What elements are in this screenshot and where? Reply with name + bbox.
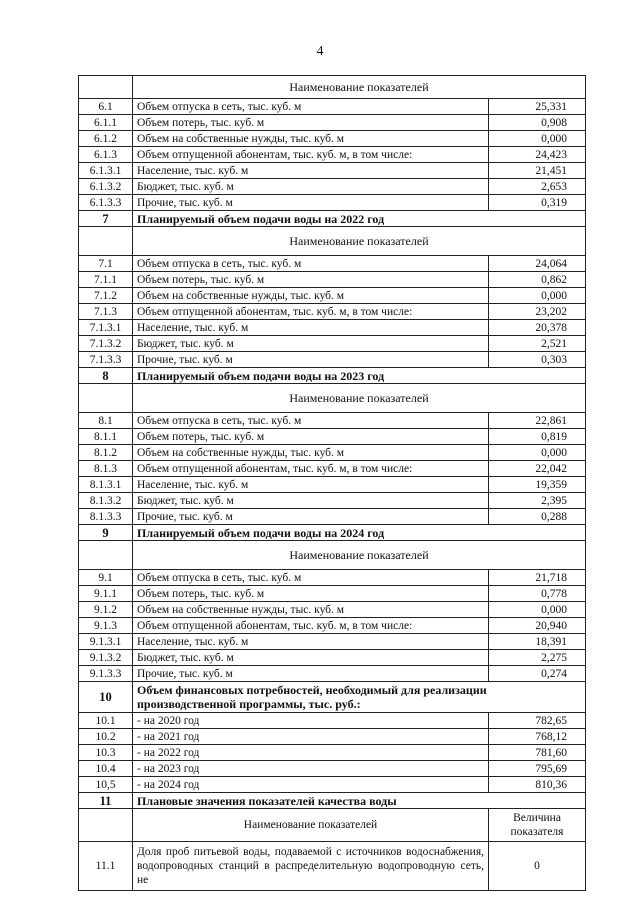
row-number: 8.1.3 [79,461,133,477]
row-number: 10.4 [79,761,133,777]
row-number: 9.1.3 [79,618,133,634]
row-value: 810,36 [489,777,586,793]
quality-header-row [79,809,586,842]
row-value: 19,359 [489,477,586,493]
header-empty-cell [79,76,133,99]
row-label: Объем потерь, тыс. куб. м [133,115,489,131]
section-number: 7 [79,211,133,227]
table-row [79,634,586,650]
row-value: 0,000 [489,445,586,461]
row-label: Прочие, тыс. куб. м [133,195,489,211]
row-number: 7.1.1 [79,272,133,288]
row-label: Население, тыс. куб. м [133,163,489,179]
row-label: - на 2021 год [133,729,489,745]
row-label: Бюджет, тыс. куб. м [133,179,489,195]
row-label: Объем на собственные нужды, тыс. куб. м [133,602,489,618]
row-label: Объем на собственные нужды, тыс. куб. м [133,131,489,147]
table-row [79,842,586,891]
row-label: Объем на собственные нужды, тыс. куб. м [133,288,489,304]
row-number: 7.1.3.1 [79,320,133,336]
section-title: Планируемый объем подачи воды на 2023 год [133,368,586,384]
table-row [79,445,586,461]
row-number: 7.1.3.2 [79,336,133,352]
indicator-header-row [79,541,586,570]
row-number: 7.1 [79,256,133,272]
table-row [79,586,586,602]
header-empty-cell [79,384,133,413]
row-label: Объем потерь, тыс. куб. м [133,429,489,445]
row-label: Объем отпуска в сеть, тыс. куб. м [133,413,489,429]
row-number: 8.1.2 [79,445,133,461]
section-number: 8 [79,368,133,384]
row-label: Объем отпуска в сеть, тыс. куб. м [133,99,489,115]
table-row [79,256,586,272]
table-row [79,729,586,745]
row-value: 2,521 [489,336,586,352]
section-title-row [79,368,586,384]
row-label: Население, тыс. куб. м [133,320,489,336]
row-value: 0,778 [489,586,586,602]
table-row [79,713,586,729]
row-label: Объем потерь, тыс. куб. м [133,586,489,602]
row-number: 7.1.2 [79,288,133,304]
row-number: 11.1 [79,842,133,891]
header-empty-cell [79,227,133,256]
table-row [79,272,586,288]
table-row [79,147,586,163]
table-row [79,602,586,618]
row-number: 8.1.3.3 [79,509,133,525]
row-value: 23,202 [489,304,586,320]
row-label: Объем отпущенной абонентам, тыс. куб. м, в том числе: [133,618,489,634]
section-title: Планируемый объем подачи воды на 2024 год [133,525,586,541]
indicator-header: Наименование показателей [133,76,586,99]
indicator-header: Наименование показателей [133,384,586,413]
section-number: 10 [79,682,133,713]
row-value: 2,653 [489,179,586,195]
row-number: 9.1.3.1 [79,634,133,650]
section-title: Плановые значения показателей качества воды [133,793,586,809]
row-label: Прочие, тыс. куб. м [133,352,489,368]
table-row [79,477,586,493]
header-empty-cell [79,541,133,570]
table-row [79,131,586,147]
row-label: - на 2022 год [133,745,489,761]
row-label: Бюджет, тыс. куб. м [133,650,489,666]
table-row [79,163,586,179]
row-value: 768,12 [489,729,586,745]
header-empty-cell [79,809,133,842]
row-value: 0 [489,842,586,891]
row-value: 21,451 [489,163,586,179]
table-row [79,618,586,634]
row-value: 22,042 [489,461,586,477]
row-number: 6.1.3.3 [79,195,133,211]
row-value: 25,331 [489,99,586,115]
row-label: Бюджет, тыс. куб. м [133,336,489,352]
row-value: 18,391 [489,634,586,650]
section-title: Объем финансовых потребностей, необходимый для реализации производственной программы, тыс. руб.: [133,682,586,713]
row-value: 2,275 [489,650,586,666]
row-label: Объем отпущенной абонентам, тыс. куб. м, в том числе: [133,147,489,163]
row-number: 8.1.1 [79,429,133,445]
row-value: 20,940 [489,618,586,634]
indicator-header-row [79,227,586,256]
indicator-header-row [79,384,586,413]
row-value: 21,718 [489,570,586,586]
row-label: - на 2023 год [133,761,489,777]
row-label: Доля проб питьевой воды, подаваемой с источников водоснабжения, водопроводных станций в распределительную водопроводную сеть, не [133,842,489,891]
table-row [79,761,586,777]
row-number: 9.1.3.3 [79,666,133,682]
row-number: 7.1.3.3 [79,352,133,368]
table-row [79,195,586,211]
table-row [79,666,586,682]
row-label: Объем на собственные нужды, тыс. куб. м [133,445,489,461]
row-number: 8.1.3.2 [79,493,133,509]
page-number: 4 [316,44,324,59]
row-label: Население, тыс. куб. м [133,477,489,493]
row-value: 0,000 [489,131,586,147]
table-row [79,304,586,320]
row-value: 20,378 [489,320,586,336]
row-number: 9.1 [79,570,133,586]
row-value: 0,274 [489,666,586,682]
table-row [79,509,586,525]
indicator-header: Наименование показателей [133,809,489,842]
table-row [79,336,586,352]
table-row [79,429,586,445]
row-value: 0,908 [489,115,586,131]
table-row [79,99,586,115]
row-value: 0,000 [489,288,586,304]
row-label: Объем отпуска в сеть, тыс. куб. м [133,570,489,586]
table-row [79,570,586,586]
row-value: 0,288 [489,509,586,525]
value-header: Величина показателя [489,809,586,842]
table-row [79,493,586,509]
row-number: 8.1.3.1 [79,477,133,493]
table-row [79,777,586,793]
row-label: - на 2024 год [133,777,489,793]
table-row [79,115,586,131]
row-number: 10.3 [79,745,133,761]
row-label: Объем отпущенной абонентам, тыс. куб. м, в том числе: [133,461,489,477]
section-number: 9 [79,525,133,541]
indicator-header: Наименование показателей [133,227,586,256]
row-number: 7.1.3 [79,304,133,320]
row-value: 24,423 [489,147,586,163]
row-number: 10.2 [79,729,133,745]
row-value: 781,60 [489,745,586,761]
table-row [79,288,586,304]
row-value: 2,395 [489,493,586,509]
row-label: Бюджет, тыс. куб. м [133,493,489,509]
row-value: 24,064 [489,256,586,272]
row-value: 0,000 [489,602,586,618]
row-label: - на 2020 год [133,713,489,729]
table-row [79,352,586,368]
row-number: 8.1 [79,413,133,429]
finance-title-row [79,682,586,713]
indicator-header: Наименование показателей [133,541,586,570]
row-number: 9.1.1 [79,586,133,602]
table-row [79,745,586,761]
row-number: 9.1.2 [79,602,133,618]
row-label: Объем отпуска в сеть, тыс. куб. м [133,256,489,272]
row-number: 9.1.3.2 [79,650,133,666]
row-number: 10.1 [79,713,133,729]
row-value: 0,303 [489,352,586,368]
row-label: Прочие, тыс. куб. м [133,509,489,525]
section-title: Планируемый объем подачи воды на 2022 год [133,211,586,227]
section-title-row [79,525,586,541]
row-number: 6.1.1 [79,115,133,131]
quality-title-row [79,793,586,809]
row-number: 6.1.3.1 [79,163,133,179]
table-row [79,650,586,666]
row-value: 22,861 [489,413,586,429]
table-row [79,179,586,195]
production-program-table [78,75,586,891]
table-row [79,461,586,477]
section-title-row [79,211,586,227]
row-value: 0,319 [489,195,586,211]
row-value: 795,69 [489,761,586,777]
row-number: 6.1 [79,99,133,115]
row-label: Объем потерь, тыс. куб. м [133,272,489,288]
row-number: 10,5 [79,777,133,793]
row-number: 6.1.3 [79,147,133,163]
row-value: 0,819 [489,429,586,445]
section-number: 11 [79,793,133,809]
row-number: 6.1.3.2 [79,179,133,195]
row-label: Объем отпущенной абонентам, тыс. куб. м, в том числе: [133,304,489,320]
row-number: 6.1.2 [79,131,133,147]
row-label: Население, тыс. куб. м [133,634,489,650]
row-value: 782,65 [489,713,586,729]
indicator-header-row [79,76,586,99]
table-row [79,413,586,429]
table-row [79,320,586,336]
row-label: Прочие, тыс. куб. м [133,666,489,682]
row-value: 0,862 [489,272,586,288]
